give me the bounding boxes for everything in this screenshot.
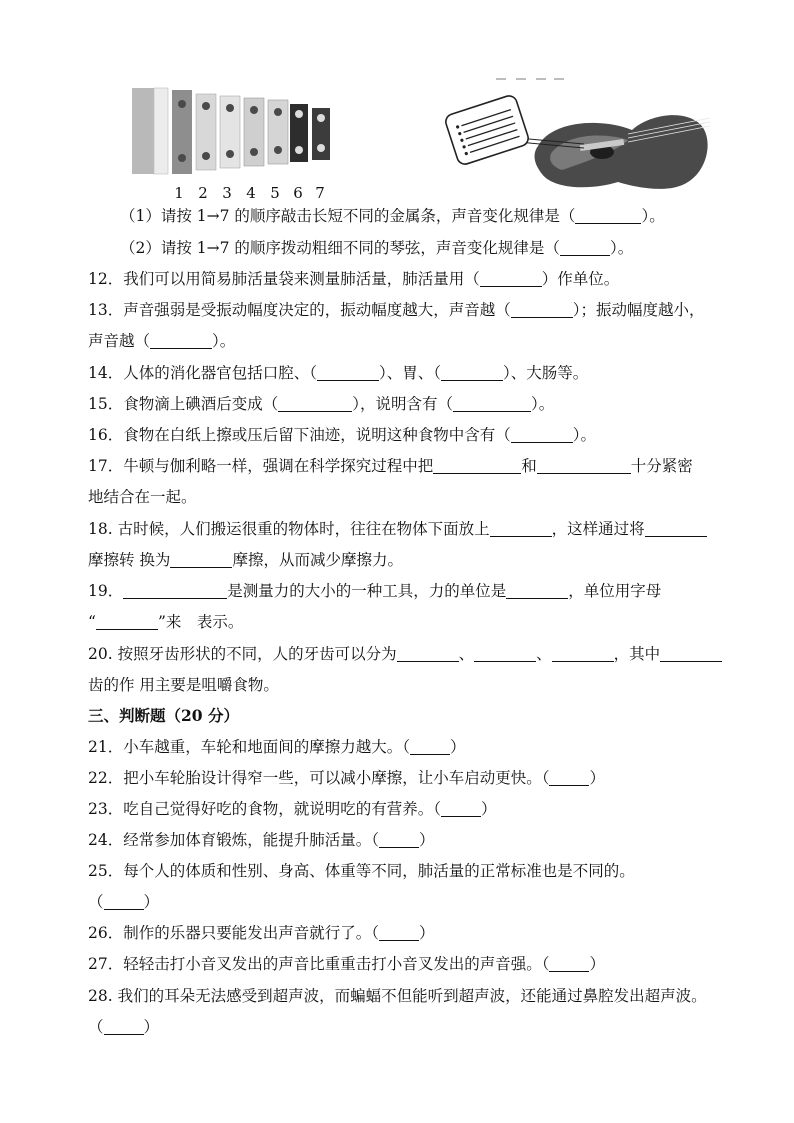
question-text: ）。	[609, 239, 634, 257]
question-text: ，这样通过将	[551, 520, 645, 538]
question-text: ）	[480, 800, 497, 818]
question-q17a	[88, 455, 728, 477]
question-text: 地结合在一起。	[88, 488, 197, 506]
question-q24	[88, 829, 728, 851]
question-q28a	[88, 985, 728, 1007]
question-q13b	[88, 330, 728, 352]
question-text: 和	[521, 457, 537, 475]
answer-blank[interactable]	[170, 551, 232, 568]
question-q11-2	[120, 237, 760, 259]
question-text: ）	[143, 1018, 160, 1036]
question-text: ，其中	[613, 645, 661, 663]
answer-blank[interactable]	[123, 582, 227, 599]
answer-blank[interactable]	[441, 800, 481, 817]
question-q12	[88, 268, 728, 290]
question-text: 摩擦，从而减少摩擦力。	[232, 551, 403, 569]
answer-blank[interactable]	[549, 955, 589, 972]
answer-blank[interactable]	[317, 364, 379, 381]
question-text: ），说明含有（	[352, 395, 453, 413]
answer-blank[interactable]	[490, 520, 552, 537]
question-text: （	[88, 1018, 104, 1036]
question-text: 23．吃自己觉得好吃的食物，就说明吃的有营养。（	[88, 800, 441, 818]
bar-number-3: 3	[222, 184, 232, 202]
answer-blank[interactable]	[453, 395, 531, 412]
question-text: （2）请按 1→7 的顺序拨动粗细不同的琴弦，声音变化规律是（	[120, 239, 560, 257]
question-q17b	[88, 486, 728, 508]
answer-blank[interactable]	[511, 301, 573, 318]
answer-blank[interactable]	[150, 332, 212, 349]
answer-blank[interactable]	[560, 239, 610, 256]
question-text: ）作单位。	[541, 270, 620, 288]
question-text: （1）请按 1→7 的顺序敲击长短不同的金属条，声音变化规律是（	[120, 207, 576, 225]
answer-blank[interactable]	[379, 831, 419, 848]
question-text: 25．每个人的体质和性别、身高、体重等不同，肺活量的正常标准也是不同的。	[88, 862, 635, 880]
answer-blank[interactable]	[506, 582, 568, 599]
question-text: ）。	[531, 395, 555, 413]
question-q23	[88, 798, 728, 820]
answer-blank[interactable]	[537, 457, 631, 474]
answer-blank[interactable]	[379, 924, 419, 941]
question-text: ”来 表示。	[157, 613, 244, 631]
question-text: 16．食物在白纸上擦或压后留下油迹，说明这种食物中含有（	[88, 426, 511, 444]
bar-number-6: 6	[293, 184, 303, 202]
bar-number-labels	[172, 184, 342, 202]
bar-number-2: 2	[198, 184, 208, 202]
question-text: ）	[143, 893, 160, 911]
question-q25a	[88, 860, 728, 882]
question-text: 声音越（	[88, 332, 151, 350]
answer-blank[interactable]	[104, 1018, 144, 1035]
question-q26	[88, 922, 728, 944]
question-text: 、	[458, 645, 475, 663]
bar-number-1: 1	[174, 184, 184, 202]
question-text: 摩擦转 换为	[88, 551, 171, 569]
question-text: ）	[449, 738, 466, 756]
answer-blank[interactable]	[474, 645, 536, 662]
answer-blank[interactable]	[660, 645, 722, 662]
question-q16	[88, 424, 728, 446]
question-q19b	[88, 611, 728, 633]
answer-blank[interactable]	[511, 426, 573, 443]
question-q11-1	[120, 205, 760, 227]
question-q19a	[88, 580, 728, 602]
question-q28b	[88, 1016, 728, 1038]
answer-blank[interactable]	[645, 520, 707, 537]
question-q22	[88, 767, 728, 789]
answer-blank[interactable]	[549, 769, 589, 786]
answer-blank[interactable]	[278, 395, 352, 412]
guitar-figure	[442, 78, 712, 196]
answer-blank[interactable]	[96, 613, 158, 630]
question-text: ）、胃、（	[378, 364, 441, 382]
question-q25b	[88, 891, 728, 913]
question-text: 13．声音强弱是受振动幅度决定的，振动幅度越大，声音越（	[88, 301, 511, 319]
question-text: ，单位用字母	[568, 582, 662, 600]
bar-number-4: 4	[246, 184, 256, 202]
question-text: （	[88, 893, 104, 911]
answer-blank[interactable]	[441, 364, 503, 381]
question-text: ）	[418, 831, 435, 849]
question-text: 十分紧密	[630, 457, 693, 475]
question-text: ）。	[572, 426, 596, 444]
question-text: ）、大肠等。	[503, 364, 589, 382]
answer-blank[interactable]	[397, 645, 459, 662]
answer-blank[interactable]	[480, 270, 542, 287]
question-text: 27．轻轻击打小音叉发出的声音比重重击打小音叉发出的声音强。（	[88, 955, 550, 973]
answer-blank[interactable]	[104, 893, 144, 910]
question-text: 24．经常参加体育锻炼，能提升肺活量。（	[88, 831, 379, 849]
question-text: ）；振动幅度越小，	[572, 301, 705, 319]
question-text: 18. 古时候，人们搬运很重的物体时，往往在物体下面放上	[88, 520, 490, 538]
question-text: ）	[418, 924, 435, 942]
question-text: 14．人体的消化器官包括口腔、（	[88, 364, 317, 382]
question-q18a	[88, 518, 728, 540]
question-q13a	[88, 299, 728, 321]
question-q27	[88, 953, 728, 975]
question-text: 17．牛顿与伽利略一样，强调在科学探究过程中把	[88, 457, 434, 475]
xylophone-figure	[128, 84, 340, 202]
question-text: 、	[536, 645, 552, 663]
question-text: 齿的作 用主要是咀嚼食物。	[88, 676, 279, 694]
question-text: 28. 我们的耳朵无法感受到超声波，而蝙蝠不但能听到超声波，还能通过鼻腔发出超声波。	[88, 987, 707, 1005]
question-text: 20. 按照牙齿形状的不同，人的牙齿可以分为	[88, 645, 397, 663]
bar-number-5: 5	[270, 184, 280, 202]
question-q14	[88, 362, 728, 384]
question-q20b	[88, 674, 728, 696]
answer-blank[interactable]	[410, 738, 450, 755]
question-text: 是测量力的大小的一种工具，力的单位是	[227, 582, 507, 600]
question-text: “	[88, 613, 96, 631]
question-text: 15．食物滴上碘酒后变成（	[88, 395, 279, 413]
question-text: 12．我们可以用简易肺活量袋来测量肺活量，肺活量用（	[88, 270, 480, 288]
question-text: 三、判断题（20 分）	[88, 706, 239, 725]
question-text: ）。	[212, 332, 236, 350]
question-text: ）	[589, 955, 605, 973]
question-q20a	[88, 643, 728, 665]
section-heading	[88, 705, 728, 727]
xylophone-image	[128, 84, 340, 176]
question-q18b	[88, 549, 728, 571]
question-q21	[88, 736, 728, 758]
question-text: 21．小车越重，车轮和地面间的摩擦力越大。（	[88, 738, 410, 756]
question-q15	[88, 393, 728, 415]
question-text: 19．	[88, 582, 124, 600]
answer-blank[interactable]	[575, 207, 641, 224]
answer-blank[interactable]	[433, 457, 521, 474]
question-text: ）。	[641, 207, 665, 225]
bar-number-7: 7	[315, 184, 325, 202]
question-text: ）	[589, 769, 605, 787]
guitar-image	[442, 78, 712, 196]
question-text: 22．把小车轮胎设计得窄一些，可以减小摩擦，让小车启动更快。（	[88, 769, 550, 787]
question-text: 26．制作的乐器只要能发出声音就行了。（	[88, 924, 379, 942]
answer-blank[interactable]	[552, 645, 614, 662]
figures-row	[0, 78, 794, 202]
